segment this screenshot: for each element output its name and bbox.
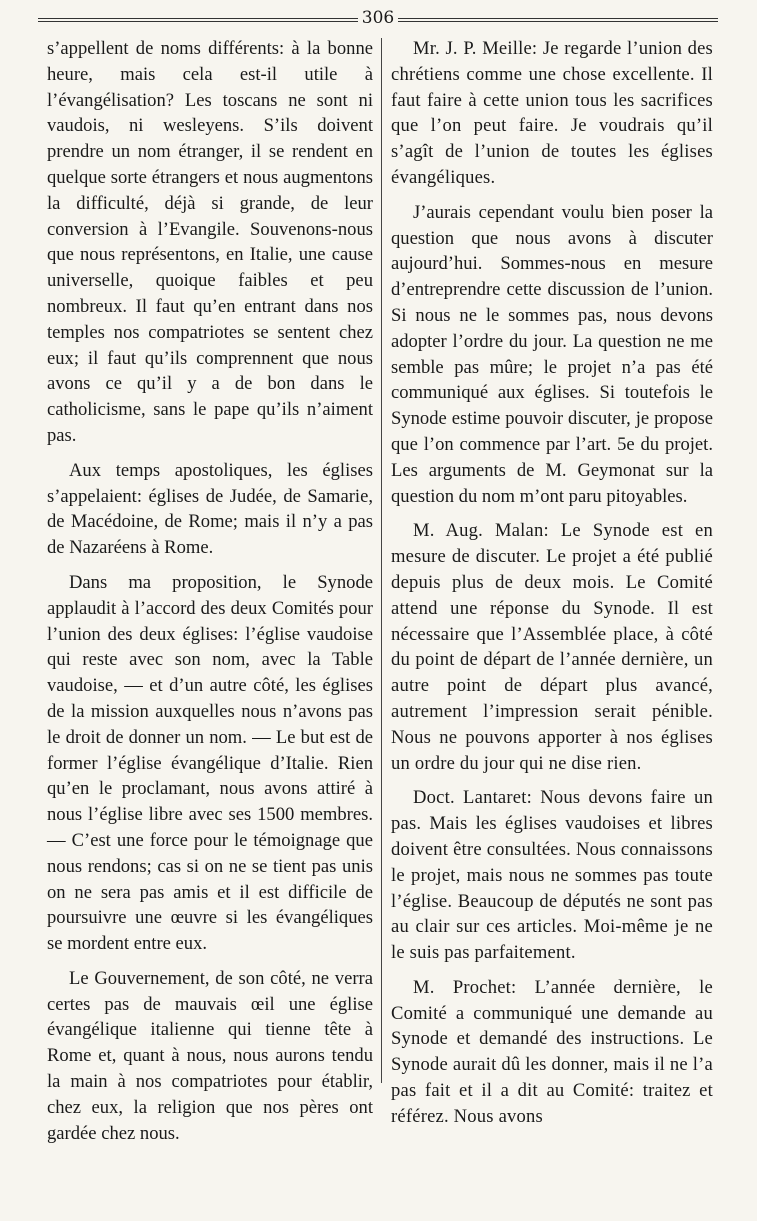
page-number: 306 [358, 8, 398, 28]
paragraph: Dans ma proposition, le Synode applaudit à l’accord des deux Comités pour l’union des deux églises: l’église vaudoise qui reste avec son nom, avec la Table vaudoise, — et d’un autre côté, les églises de la mission auxquelles nous n’avons pas le droit de donner un nom. — Le but est de former l’église évangélique d’Italie. Rien qu’en le proclamant, nous avons attiré à nous l’église libre avec ses 1500 membres. — C’est une force pour le témoignage que nous rendons; cas si on ne se tient pas unis on ne sera pas amis et il est difficile de poursuivre une œuvre si les évangéliques se mordent entre eux. [47, 571, 373, 955]
left-column [47, 36, 373, 1155]
paragraph: M. Prochet: L’année dernière, le Comité a communiqué une demande au Synode et demandé des instructions. Le Synode aurait dû les donner, mais il ne l’a pas fait et il a dit au Comité: traitez et référez. Nous avons [391, 976, 713, 1127]
paragraph: Doct. Lantaret: Nous devons faire un pas. Mais les églises vaudoises et libres doivent être consultées. Nous connaissons le projet, mais nous ne sommes pas toute l’église. Beaucoup de députés ne sont pas au clair sur ces articles. Moi-même je ne le suis pas parfaitement. [391, 787, 713, 964]
paragraph: J’aurais cependant voulu bien poser la question que nous avons à discuter aujourd’hui. Sommes-nous en mesure d’entreprendre cette discussion de l’union. Si nous ne le sommes pas, nous devons adopter l’ordre du jour. La question ne me semble pas mûre; le projet n’a pas été communiqué aux églises. Si toutefois le Synode estime pouvoir discuter, je propose que l’on commence par l’art. 5e du projet. Les arguments de M. Geymonat sur la question du nom m’ont paru pitoyables. [391, 201, 713, 507]
paragraph: Aux temps apostoliques, les églises s’appelaient: églises de Judée, de Samarie, de Macédoine, de Rome; mais il n’y a pas de Nazaréens à Rome. [47, 459, 373, 559]
paragraph: Mr. J. P. Meille: Je regarde l’union des chrétiens comme une chose excellente. Il faut faire à cette union tous les sacrifices que l’on peut faire. Je voudrais qu’il s’agît de l’union de toutes les églises évangéliques. [391, 38, 713, 188]
paragraph: s’appellent de noms différents: à la bonne heure, mais cela est-il utile à l’évangélisation? Les toscans ne sont ni vaudois, ni wesleyens. S’ils doivent prendre un nom étranger, il se rendent en quelque sorte étrangers et nous augmentons la difficulté, déjà si grande, de leur conversion à l’Evangile. Souvenons-nous que nous représentons, en Italie, une cause universelle, quoique faibles et peu nombreux. Il faut qu’en entrant dans nos temples nos compatriotes se sentent chez eux; il faut qu’ils comprennent que nous avons ce qu’il y a de bon dans le catholicisme, sans le pape qu’ils n’aiment pas. [47, 38, 373, 446]
right-column [391, 36, 713, 1139]
paragraph: M. Aug. Malan: Le Synode est en mesure de discuter. Le projet a été publié depuis plus de deux mois. Le Comité attend une réponse du Synode. Il est nécessaire que l’Assemblée place, à côté du point de départ de l’année dernière, un autre point de départ plus avancé, autrement l’impression serait pénible. Nous ne pouvons apporter à nos églises un ordre du jour qui ne dise rien. [391, 520, 713, 774]
column-divider [381, 38, 382, 1083]
paragraph: Le Gouvernement, de son côté, ne verra certes pas de mauvais œil une église évangélique italienne qui tienne tête à Rome et, quant à nous, nous aurons tendu la main à nos compatriotes pour établir, chez eux, la religion que nos pères ont gardée chez nous. [47, 967, 373, 1144]
